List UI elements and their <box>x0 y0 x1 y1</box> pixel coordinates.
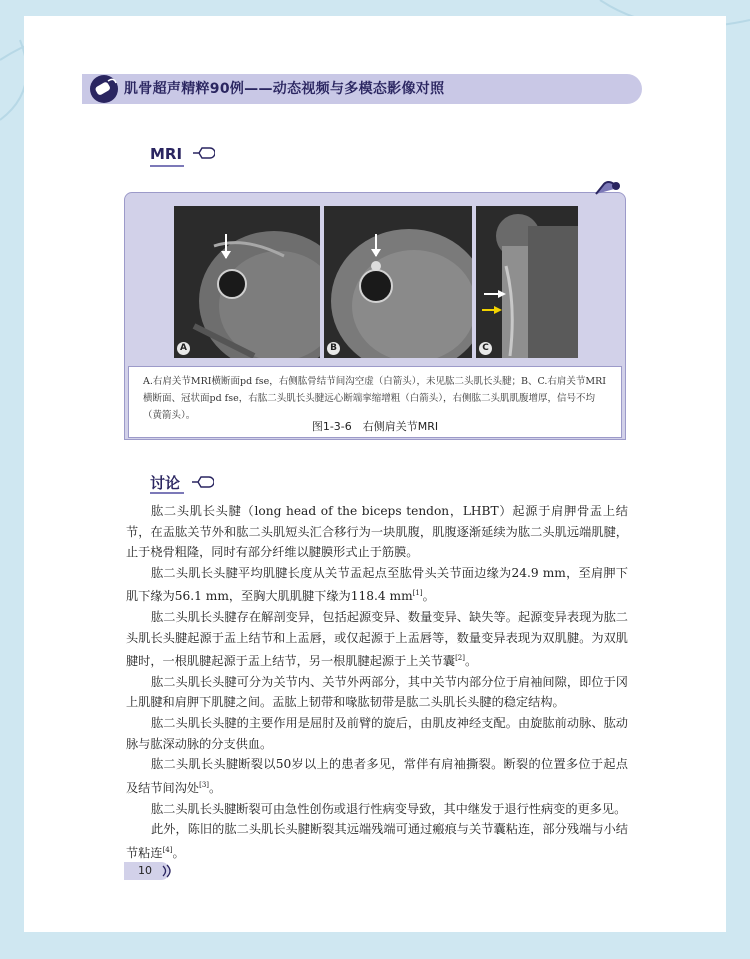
section-heading-discussion <box>150 472 180 493</box>
paragraph-text: 肱二头肌长头腱可分为关节内、关节外两部分，其中关节内部分位于肩袖间隙，即位于冈上肌腱和肩胛下肌腱之间。盂肱上韧带和喙肱韧带是肱二头肌长头腱的稳定结构。 <box>126 674 628 710</box>
panel-label-c: C <box>479 342 492 355</box>
paragraph <box>126 607 628 672</box>
mri-panel-a <box>174 206 320 358</box>
paragraph <box>126 563 628 607</box>
paragraph-end: 。 <box>209 780 222 795</box>
section-heading-discussion-text: 讨论 <box>150 474 181 492</box>
paragraph-text: 肱二头肌长头腱的主要作用是屈肘及前臂的旋后，由肌皮神经支配。由旋肱前动脉、肱动脉与肱深动脉的分支供血。 <box>126 716 628 751</box>
paragraph-end: 。 <box>172 845 185 860</box>
paragraph <box>126 819 628 863</box>
paragraph-text: 肱二头肌长头腱断裂可由急性创伤或退行性病变导致，其中继发于退行性病变的更多见。 <box>151 801 627 816</box>
figure-title: 图1-3-6 右侧肩关节MRI <box>311 420 439 433</box>
probe-icon <box>191 145 215 161</box>
mri-panel-c <box>476 206 578 358</box>
caption-text: A.右肩关节MRI横断面pd fse，右侧肱骨结节间沟空虚（白箭头），未见肱二头肌长头腱；B、C.右肩关节MRI横断面、冠状面pd fse，右肱二头肌长头腱远心断端挛缩增粗（白箭头），右侧肱二头肌肌腹增厚，信号不均（黄箭头）。 <box>143 376 607 421</box>
paragraph-end: 。 <box>422 589 435 604</box>
section-heading-mri-text: MRI <box>150 145 183 163</box>
mri-image-c <box>476 206 578 358</box>
paragraph-text: 肱二头肌长头腱（long head of the biceps tendon，LHBT）起源于肩胛骨盂上结节，在盂肱关节外和肱二头肌短头汇合移行为一块肌腹，肌腹逐渐延续为肱二头肌远端肌腱，止于桡骨粗隆，同时有部分纤维以腱膜形式止于筋膜。 <box>126 504 628 560</box>
paragraph-text: 肱二头肌长头腱断裂以50岁以上的患者多见，常伴有肩袖撕裂。断裂的位置多位于起点及结节间沟处 <box>126 757 628 795</box>
panel-label-b: B <box>327 342 340 355</box>
mri-image-a <box>174 206 320 358</box>
citation-ref: [1] <box>412 589 423 598</box>
mri-image-b <box>324 206 472 358</box>
paragraph <box>126 713 628 754</box>
heading-underline <box>150 492 184 494</box>
mri-panel-b <box>324 206 472 358</box>
paragraph <box>126 754 628 798</box>
paragraph-text: 此外，陈旧的肱二头肌长头腱断裂其远端残端可通过瘢痕与关节囊粘连，部分残端与小结节粘连 <box>126 822 628 860</box>
figure-caption <box>128 366 622 438</box>
citation-ref: [2] <box>455 654 465 663</box>
paragraph <box>126 799 628 820</box>
paragraph <box>126 501 628 563</box>
heading-underline <box>150 165 184 167</box>
paragraph-end: 。 <box>464 654 478 669</box>
sound-wave-icon <box>160 863 176 879</box>
ultrasound-probe-icon <box>86 72 122 106</box>
panel-label-a: A <box>177 342 190 355</box>
running-header <box>82 70 702 110</box>
paragraph-text: 肱二头肌长头腱存在解剖变异，包括起源变异、数量变异、缺失等。起源变异表现为肱二头肌长头腱起源于盂上结节和上盂唇，或仅起源于上盂唇等，数量变异表现为双肌腱。为双肌腱时，一根肌腱起源于盂上结节，另一根肌腱起源于上关节囊 <box>126 610 628 669</box>
header-title: 肌骨超声精粹90例——动态视频与多模态影像对照 <box>124 81 445 97</box>
section-heading-mri <box>150 145 182 163</box>
citation-ref: [3] <box>199 780 210 789</box>
probe-icon <box>190 474 214 490</box>
discussion-body <box>126 501 628 863</box>
paragraph <box>126 672 628 713</box>
paragraph-text: 肱二头肌长头腱平均肌腱长度从关节盂起点至肱骨头关节面边缘为24.9 mm，至肩胛下肌下缘为56.1 mm，至胸大肌肌腱下缘为118.4 mm <box>126 565 628 604</box>
figure-probe-icon <box>592 178 622 200</box>
page-number: 10 <box>138 864 152 877</box>
citation-ref: [4] <box>162 845 173 854</box>
